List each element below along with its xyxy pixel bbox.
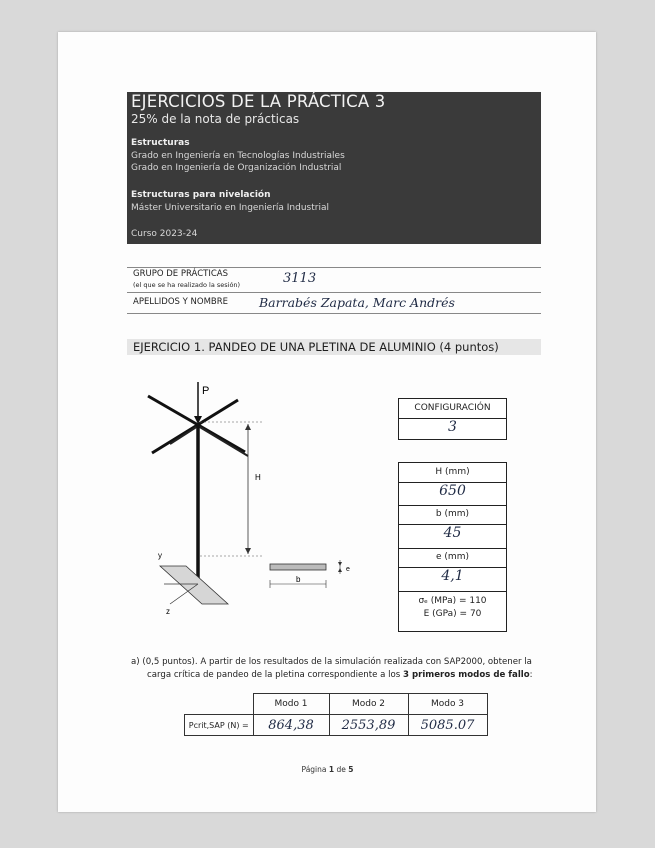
course-label: Curso 2023-24 [131,229,198,239]
table-cell: 5085.07 [408,715,487,736]
axis-y-label: y [158,551,162,560]
exercise-title: EJERCICIO 1. PANDEO DE UNA PLETINA DE ALUMINIO (4 puntos) [133,340,499,354]
height-label: H [255,473,261,482]
name-label: APELLIDOS Y NOMBRE [133,297,229,307]
param-label-h: H (mm) [435,467,470,477]
name-row [127,292,541,314]
section2-line: Máster Universitario en Ingeniería Industrial [131,203,329,213]
thickness-label: e [346,566,350,573]
load-label: P [202,385,210,397]
group-label: GRUPO DE PRÁCTICAS [133,269,228,279]
axis-z-label: z [166,607,170,616]
yield-stress: σₑ (MPa) = 110 [418,596,487,606]
configuration-label: CONFIGURACIÓN [414,403,491,413]
group-sublabel: (el que se ha realizado la sesión) [133,281,241,289]
param-value-e: 4,1 [441,568,464,584]
table-cell: 864,38 [253,715,329,736]
parameters-box [398,462,507,632]
section1-line: Grado en Ingeniería en Tecnologías Industriales [131,151,345,161]
param-label-e: e (mm) [436,552,469,562]
table-cell: 2553,89 [329,715,408,736]
param-label-b: b (mm) [435,509,470,519]
table-header: Modo 3 [408,694,487,715]
document-title: EJERCICIOS DE LA PRÁCTICA 3 [131,92,386,111]
structure-diagram [140,378,370,618]
page-number: Página 1 de 5 [301,765,354,774]
divider [127,313,541,314]
param-value-h: 650 [439,483,466,499]
critical-load-table [184,693,488,736]
configuration-box [398,398,507,440]
width-label: b [296,575,301,584]
table-header: Modo 1 [253,694,329,715]
document-subtitle: 25% de la nota de prácticas [131,112,300,126]
group-value: 3113 [283,271,317,286]
young-modulus: E (GPa) = 70 [423,609,482,619]
table-row-label: Pcrit,SAP (N) = [185,715,254,736]
name-value: Barrabés Zapata, Marc Andrés [259,295,455,310]
section1-line: Grado en Ingeniería de Organización Industrial [131,163,342,173]
header-band [127,92,541,244]
group-row [127,267,541,292]
configuration-value: 3 [448,419,457,435]
question-a-line1: a) (0,5 puntos). A partir de los resultados de la simulación realizada con SAP2000, obtener la [131,657,532,667]
table-header: Modo 2 [329,694,408,715]
section2-heading: Estructuras para nivelación [131,190,271,200]
section1-heading: Estructuras [131,138,190,148]
param-value-b: 45 [443,525,462,541]
exercise-title-bar [127,339,541,355]
question-a-line2: carga crítica de pandeo de la pletina correspondiente a los 3 primeros modos de fallo: [147,670,533,680]
